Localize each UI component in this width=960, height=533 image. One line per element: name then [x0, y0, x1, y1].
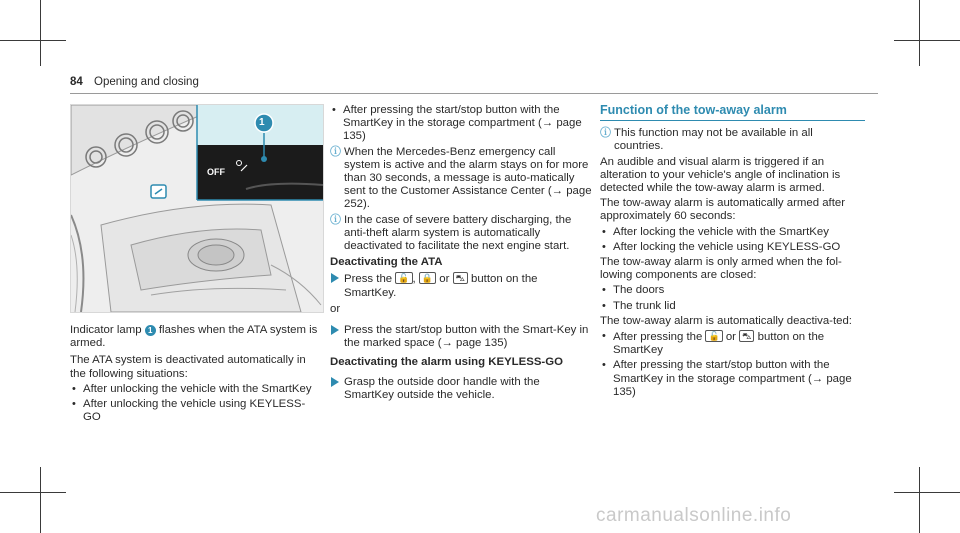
section-title: Opening and closing — [94, 76, 199, 88]
paragraph: An audible and visual alarm is triggered if an alteration to your vehicle's angle of inclination is detected while the tow-away alarm is armed. — [600, 155, 841, 195]
display-label: OFF — [207, 167, 225, 177]
crop-mark — [40, 0, 41, 66]
note-text: This function may not be available in all countries. — [614, 127, 813, 153]
list-item: • After unlocking the vehicle with the SmartKey — [70, 383, 320, 396]
page-number: 84 — [70, 76, 83, 88]
separator: , — [412, 273, 416, 286]
console-illustration — [71, 105, 323, 312]
list-text: After pressing the — [613, 331, 703, 344]
column-1 — [70, 324, 320, 426]
list-item: • The trunk lid — [600, 300, 865, 313]
note — [330, 146, 592, 212]
trunk-key-icon: ⛍ — [453, 272, 468, 284]
step-arrow-icon — [331, 325, 339, 335]
or-word: or — [725, 331, 736, 344]
paragraph: The tow-away alarm is automatically armed after approximately 60 seconds: — [600, 197, 845, 223]
page-header — [70, 74, 878, 94]
paragraph: The tow-away alarm is only armed when the fol-lowing components are closed: — [600, 256, 842, 282]
callout-badge: 1 — [145, 325, 156, 336]
subheading-keyless-go: Deactivating the alarm using KEYLESS-GO — [330, 356, 563, 369]
crop-mark — [919, 0, 920, 66]
header-rule — [70, 93, 878, 94]
list-item: • After pressing the start/stop button with the SmartKey in the storage compartment (→ page 135) — [330, 104, 592, 144]
column-3 — [600, 104, 865, 401]
info-icon: ⓘ — [330, 213, 341, 226]
callout-number: 1 — [259, 117, 265, 128]
step-text: button on the SmartKey. — [344, 273, 538, 299]
step — [330, 324, 592, 350]
unlock-key-icon: 🔓 — [705, 330, 722, 342]
step — [330, 376, 592, 402]
step-text: Press the start/stop button with the Smart-Key in the marked space (→ page 135) — [344, 324, 589, 350]
note-text: When the Mercedes-Benz emergency call system is active and the alarm stays on for more than 30 seconds, a message is auto-matically sent to the Customer Assistance Center (→ page 252). — [344, 145, 592, 211]
center-console-figure — [70, 104, 324, 313]
intro-text-a: Indicator lamp — [70, 324, 142, 336]
heading-rule — [600, 120, 865, 121]
trunk-key-icon: ⛍ — [739, 330, 754, 342]
deactivation-paragraph: The ATA system is deactivated automatically in the following situations: — [70, 354, 306, 380]
list-text: button on the SmartKey — [613, 331, 825, 357]
list-item — [600, 330, 865, 357]
paragraph: The tow-away alarm is automatically deactiva-ted: — [600, 314, 852, 327]
info-icon: ⓘ — [330, 145, 341, 158]
lock-key-icon: 🔒 — [419, 272, 436, 284]
intro-text-b: flashes when the ATA system is armed. — [70, 324, 318, 350]
step-arrow-icon — [331, 273, 339, 283]
intro-paragraph — [70, 324, 320, 350]
step-text: Grasp the outside door handle with the SmartKey outside the vehicle. — [344, 375, 540, 401]
info-icon: ⓘ — [600, 127, 611, 140]
or-word: or — [439, 273, 450, 286]
list-item: • After locking the vehicle with the SmartKey — [600, 226, 865, 239]
crop-mark — [919, 467, 920, 533]
section-heading: Function of the tow-away alarm — [600, 103, 787, 117]
step-arrow-icon — [331, 377, 339, 387]
list-item: • After locking the vehicle using KEYLESS-GO — [600, 241, 865, 254]
subheading-deactivating-ata: Deactivating the ATA — [330, 256, 443, 269]
list-item: • After unlocking the vehicle using KEYLESS-GO — [70, 398, 320, 424]
crop-mark — [0, 40, 66, 41]
crop-mark — [894, 40, 960, 41]
crop-mark — [894, 492, 960, 493]
crop-mark — [40, 467, 41, 533]
watermark: carmanualsonline.info — [596, 505, 792, 526]
or-separator: or — [330, 302, 341, 315]
note — [330, 214, 592, 254]
unlock-key-icon: 🔓 — [395, 272, 412, 284]
column-2 — [330, 104, 592, 405]
crop-mark — [0, 492, 66, 493]
list-item: • After pressing the start/stop button with the SmartKey in the storage compartment (→ page 135) — [600, 359, 865, 399]
note-text: In the case of severe battery discharging, the anti-theft alarm system is automatically deactivated to facilitate the next engine start. — [344, 213, 572, 253]
step-text: Press the — [344, 273, 393, 286]
list-item: • The doors — [600, 284, 865, 297]
note — [600, 127, 865, 153]
step — [330, 272, 592, 299]
